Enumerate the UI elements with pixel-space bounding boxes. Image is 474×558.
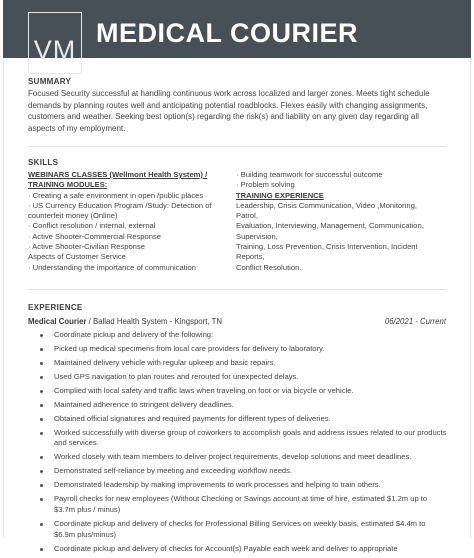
skill-line: · US Currency Education Program /Study: Detection of	[28, 200, 212, 210]
experience-bullet: Demonstrated self-reliance by meeting and exceeding workflow needs.	[40, 466, 448, 477]
experience-bullet: Demonstrated leadership by making improvements to work processes and helping to train others.	[40, 480, 448, 491]
experience-bullet-list	[40, 330, 448, 558]
job-heading	[28, 317, 222, 326]
skill-line: TRAINING EXPERIENCE	[236, 190, 324, 200]
experience-bullet: Maintained delivery vehicle with regular upkeep and basic repairs.	[40, 358, 448, 369]
summary-heading: SUMMARY	[28, 77, 72, 86]
skill-line: Patrol,	[236, 211, 258, 221]
skill-line: Evaluation, Interviewing, Management, Communication,	[236, 221, 424, 231]
experience-bullet: Worked closely with team members to deliver project requirements, develop solutions and meet deadlines.	[40, 452, 448, 463]
job-separator: /	[86, 317, 93, 326]
monogram-badge: VM	[28, 12, 82, 74]
skill-line: Aspects of Customer Service	[28, 252, 126, 262]
experience-bullet: Payroll checks for new employees (Without Checking or Savings account at time of hire, estimated $1.2m up to $3.7m plus / minus)	[40, 494, 448, 515]
skill-line: · Building teamwork for successful outcome	[236, 170, 383, 179]
skill-line: Conflict Resolution.	[236, 262, 302, 272]
skill-line: · Conflict resolution / internal, external	[28, 221, 156, 231]
job-title: Medical Courier	[28, 317, 87, 326]
experience-bullet: Worked successfully with diverse group of coworkers to accomplish goals and address issues related to our products and services.	[40, 428, 448, 449]
skills-left-column	[28, 170, 228, 273]
summary-text: Focused Security successful at handling continuous work across localized and larger zones. Meets tight schedule demands by planning routes well and anticipating potential roadblocks. Flexes easily with changing assignments, customers and weather. Seeking best option(s) regarding the risk(s) and liability on any given day regarding all aspects of my employment.	[28, 89, 430, 133]
skill-line: WEBINARS CLASSES (Wellmont Health System) /	[28, 170, 208, 179]
skill-line: TRAINING MODULES:	[28, 180, 108, 190]
skills-heading: SKILLS	[28, 158, 59, 167]
skill-line: · Creating a safe environment in open /public places	[28, 190, 204, 200]
experience-bullet: Coordinate pickup and delivery of checks for Professional Billing Services on weekly basis, estimated $4.4m to $6.9m plus/minus)	[40, 519, 448, 540]
skill-line: counterfeit money (Online)	[28, 211, 118, 221]
resume-name: MEDICAL COURIER	[96, 18, 359, 48]
experience-bullet: Complied with local safety and traffic laws when traveling on foot or via bicycle or vehicle.	[40, 386, 448, 397]
skill-line: Supervision,	[236, 231, 278, 241]
experience-bullet: Coordinate pickup and delivery of checks for Account(s) Payable each week and deliver to appropriate	[40, 544, 448, 555]
experience-bullet: Used GPS navigation to plan routes and rerouted for unexpected delays.	[40, 372, 448, 383]
experience-bullet: Obtained official signatures and required payments for different types of deliveries.	[40, 414, 448, 425]
skill-line: · Problem solving	[236, 180, 295, 190]
skill-line: · Active Shooter-Civilian Response	[28, 242, 145, 252]
skill-line: Training, Loss Prevention, Crisis Intervention, Incident	[236, 242, 418, 252]
job-date: 06/2021 - Current	[384, 317, 446, 326]
experience-bullet: Maintained adherence to stringent delivery deadlines.	[40, 400, 448, 411]
experience-bullet: Coordinate pickup and delivery of the following:	[40, 330, 448, 341]
skill-line: · Active Shooter-Commercial Response	[28, 231, 161, 241]
skill-line: Leadership, Crisis Communication, Video ,Monitoring,	[236, 200, 417, 210]
section-divider	[28, 146, 446, 147]
section-divider	[28, 289, 446, 290]
skills-right-column	[236, 170, 448, 273]
job-employer: Ballad Health System - Kingsport, TN	[93, 317, 222, 326]
experience-heading: EXPERIENCE	[28, 303, 83, 312]
experience-bullet: Picked up medical specimens from local care providers for delivery to laboratory.	[40, 344, 448, 355]
skill-line: Reports,	[236, 252, 265, 262]
job-header	[28, 317, 446, 326]
skill-line: · Understanding the importance of communication	[28, 262, 196, 272]
